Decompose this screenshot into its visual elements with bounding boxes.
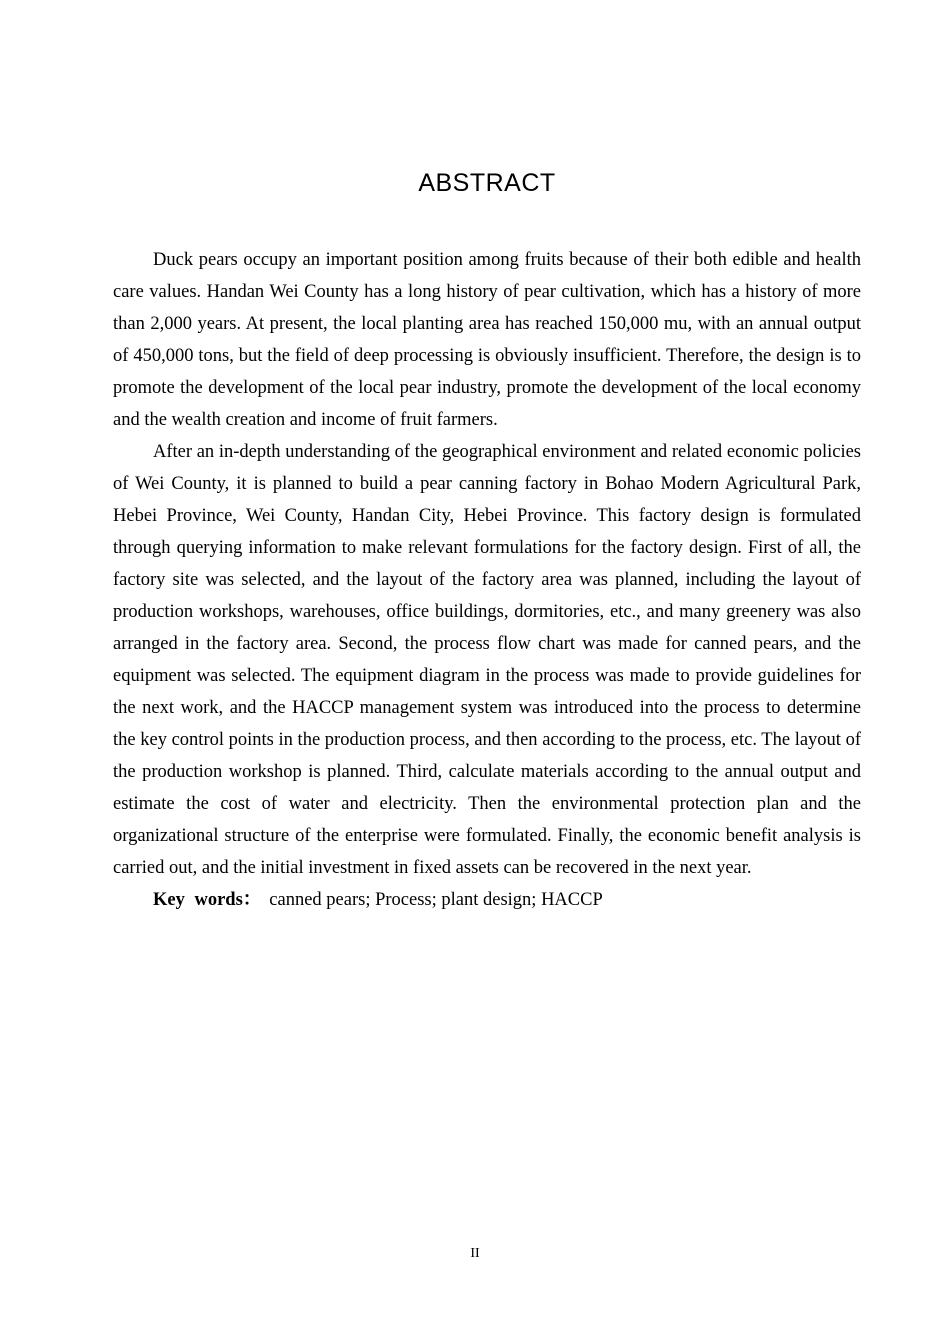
keywords-line	[113, 884, 861, 916]
page-number: II	[470, 1246, 480, 1261]
abstract-title: ABSTRACT	[418, 169, 556, 197]
abstract-body	[113, 244, 861, 916]
abstract-paragraph-2: After an in-depth understanding of the geographical environment and related economic policies of Wei County, it is planned to build a pear canning factory in Bohao Modern Agricultural Park, Hebei Province, Wei County, Handan City, Hebei Province. This factory design is formulated through querying information to make relevant formulations for the factory design. First of all, the factory site was selected, and the layout of the factory area was planned, including the layout of production workshops, warehouses, office buildings, dormitories, etc., and many greenery was also arranged in the factory area. Second, the process flow chart was made for canned pears, and the equipment was selected. The equipment diagram in the process was made to provide guidelines for the next work, and the HACCP management system was introduced into the process to determine the key control points in the production process, and then according to the process, etc. The layout of the production workshop is planned. Third, calculate materials according to the annual output and estimate the cost of water and electricity. Then the environmental protection plan and the organizational structure of the enterprise were formulated. Finally, the economic benefit analysis is carried out, and the initial investment in fixed assets can be recovered in the next year.	[113, 442, 861, 878]
keywords-label: Key words：	[153, 890, 262, 910]
keywords-text: canned pears; Process; plant design; HACCP	[269, 890, 603, 910]
page-content	[113, 0, 861, 916]
abstract-paragraph-1: Duck pears occupy an important position among fruits because of their both edible and health care values. Handan Wei County has a long history of pear cultivation, which has a history of more than 2,000 years. At present, the local planting area has reached 150,000 mu, with an annual output of 450,000 tons, but the field of deep processing is obviously insufficient. Therefore, the design is to promote the development of the local pear industry, promote the development of the local economy and the wealth creation and income of fruit farmers.	[113, 250, 861, 430]
